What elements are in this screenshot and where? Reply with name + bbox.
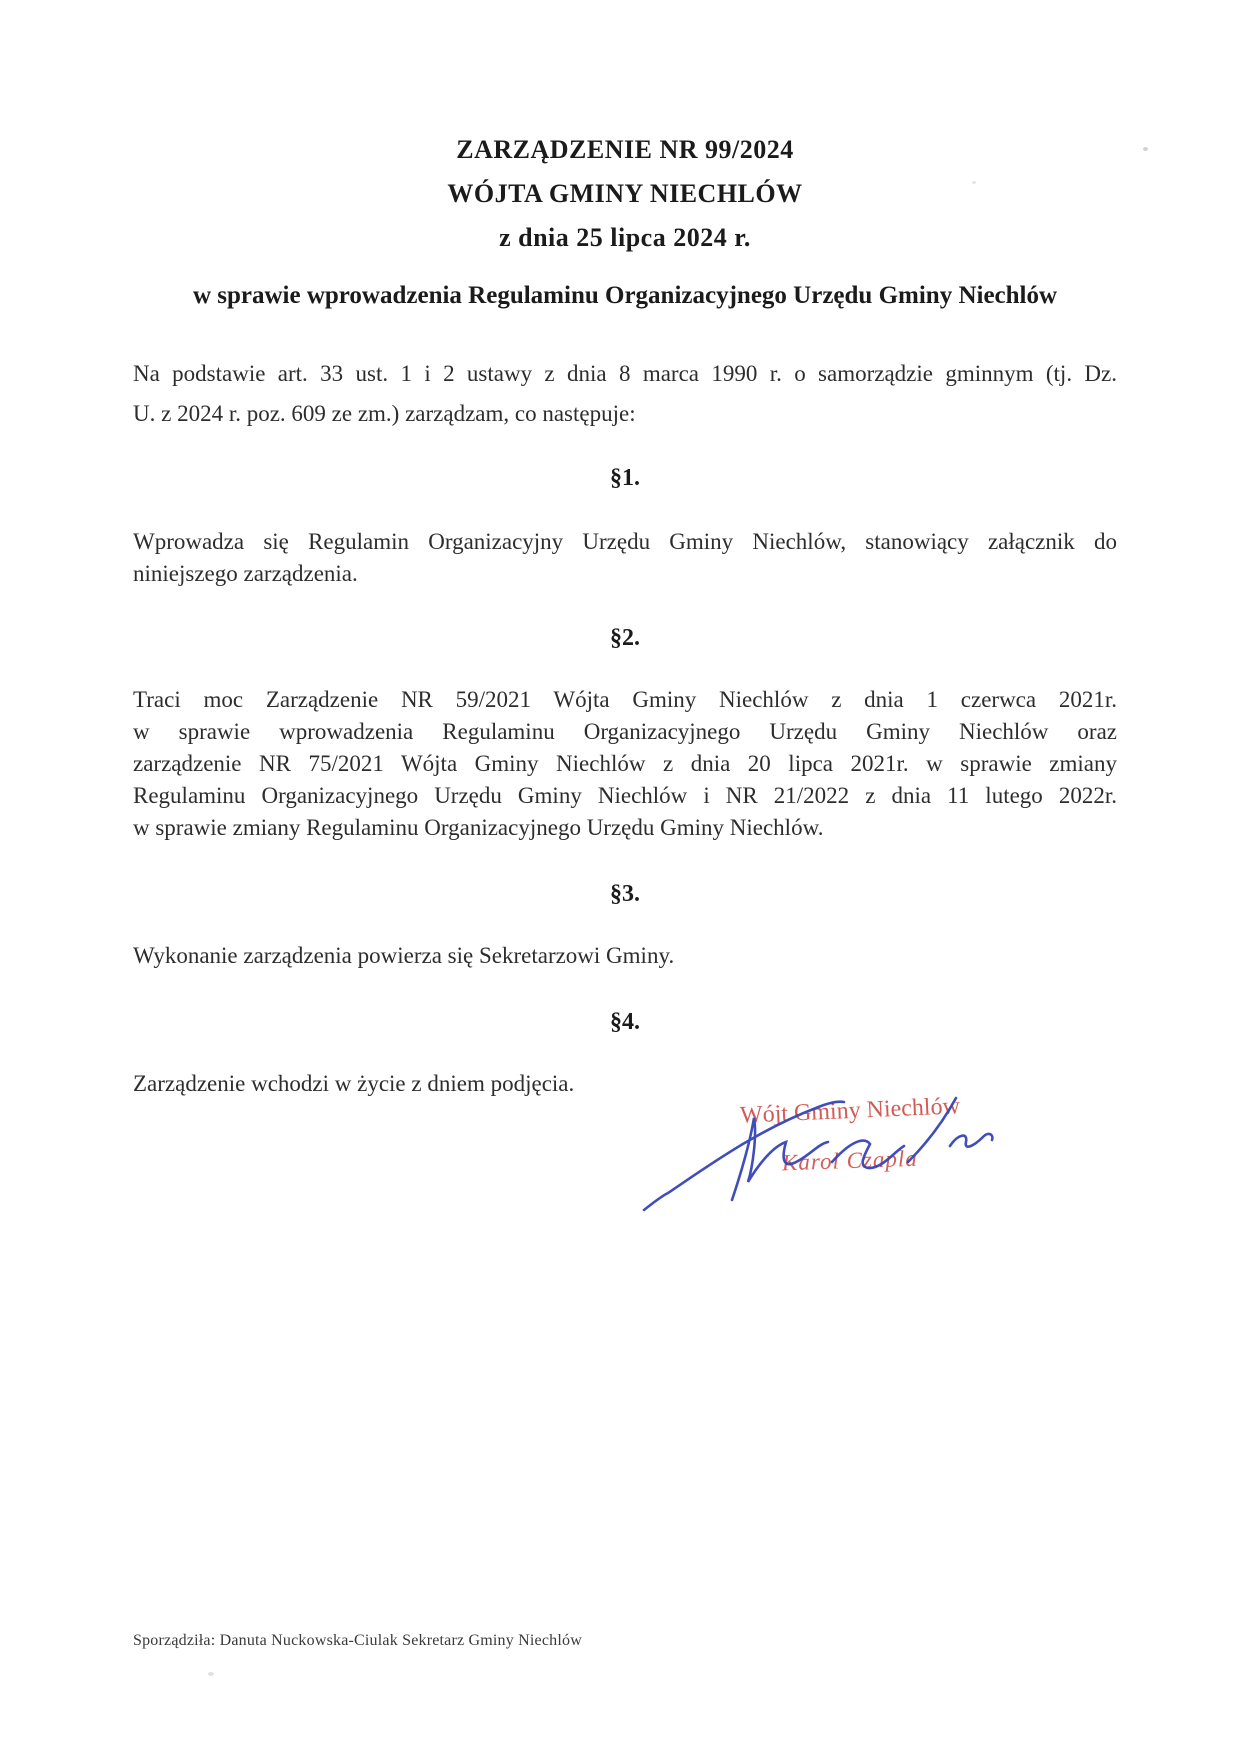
paragraph-line: niniejszego zarządzenia. bbox=[133, 561, 358, 586]
section-1-heading: §1. bbox=[610, 465, 640, 491]
handwritten-signature-ink bbox=[636, 1082, 1026, 1227]
signature-block bbox=[636, 1082, 1026, 1227]
scan-speck bbox=[972, 181, 976, 184]
paragraph-line: Zarządzenie wchodzi w życie z dniem podjęcia. bbox=[133, 1071, 575, 1096]
title-date: z dnia 25 lipca 2024 r. bbox=[499, 223, 751, 252]
section-3-paragraph bbox=[133, 940, 1117, 972]
section-2-heading: §2. bbox=[610, 625, 640, 651]
section-2-paragraph bbox=[133, 684, 1117, 844]
section-3-heading: §3. bbox=[610, 881, 640, 907]
scan-speck bbox=[1143, 147, 1148, 151]
paragraph-line: zarządzenie NR 75/2021 Wójta Gminy Niechlów z dnia 20 lipca 2021r. w sprawie zmiany bbox=[133, 751, 1117, 776]
legal-basis-paragraph bbox=[133, 354, 1117, 434]
prepared-by-note: Sporządziła: Danuta Nuckowska-Ciulak Sekretarz Gminy Niechlów bbox=[133, 1632, 582, 1649]
paragraph-line: Wprowadza się Regulamin Organizacyjny Urzędu Gminy Niechlów, stanowiący załącznik do bbox=[133, 529, 1117, 554]
section-4-heading: §4. bbox=[610, 1009, 640, 1035]
paragraph-line: w sprawie wprowadzenia Regulaminu Organizacyjnego Urzędu Gminy Niechlów oraz bbox=[133, 719, 1117, 744]
document-content bbox=[133, 0, 1117, 1100]
scan-speck bbox=[208, 1672, 214, 1676]
paragraph-line: w sprawie zmiany Regulaminu Organizacyjnego Urzędu Gminy Niechlów. bbox=[133, 815, 824, 840]
paragraph-line: Wykonanie zarządzenia powierza się Sekretarzowi Gminy. bbox=[133, 943, 675, 968]
title-issuer: WÓJTA GMINY NIECHLÓW bbox=[447, 179, 803, 208]
section-1-paragraph bbox=[133, 526, 1117, 590]
stamp-office-title: Wójt Gminy Niechlów bbox=[739, 1093, 961, 1129]
document-title-block bbox=[133, 128, 1117, 260]
paragraph-line: Traci moc Zarządzenie NR 59/2021 Wójta Gminy Niechlów z dnia 1 czerwca 2021r. bbox=[133, 687, 1117, 712]
document-subject: w sprawie wprowadzenia Regulaminu Organizacyjnego Urzędu Gminy Niechlów bbox=[192, 282, 1058, 309]
paragraph-line: Regulaminu Organizacyjnego Urzędu Gminy Niechlów i NR 21/2022 z dnia 11 lutego 2022r. bbox=[133, 783, 1117, 808]
paragraph-line: U. z 2024 r. poz. 609 ze zm.) zarządzam, co następuje: bbox=[133, 401, 636, 426]
stamp-signer-name: Karol Czapla bbox=[781, 1145, 919, 1176]
paragraph-line: Na podstawie art. 33 ust. 1 i 2 ustawy z dnia 8 marca 1990 r. o samorządzie gminnym (tj. Dz. bbox=[133, 361, 1117, 386]
title-ordinance-number: ZARZĄDZENIE NR 99/2024 bbox=[456, 135, 794, 164]
